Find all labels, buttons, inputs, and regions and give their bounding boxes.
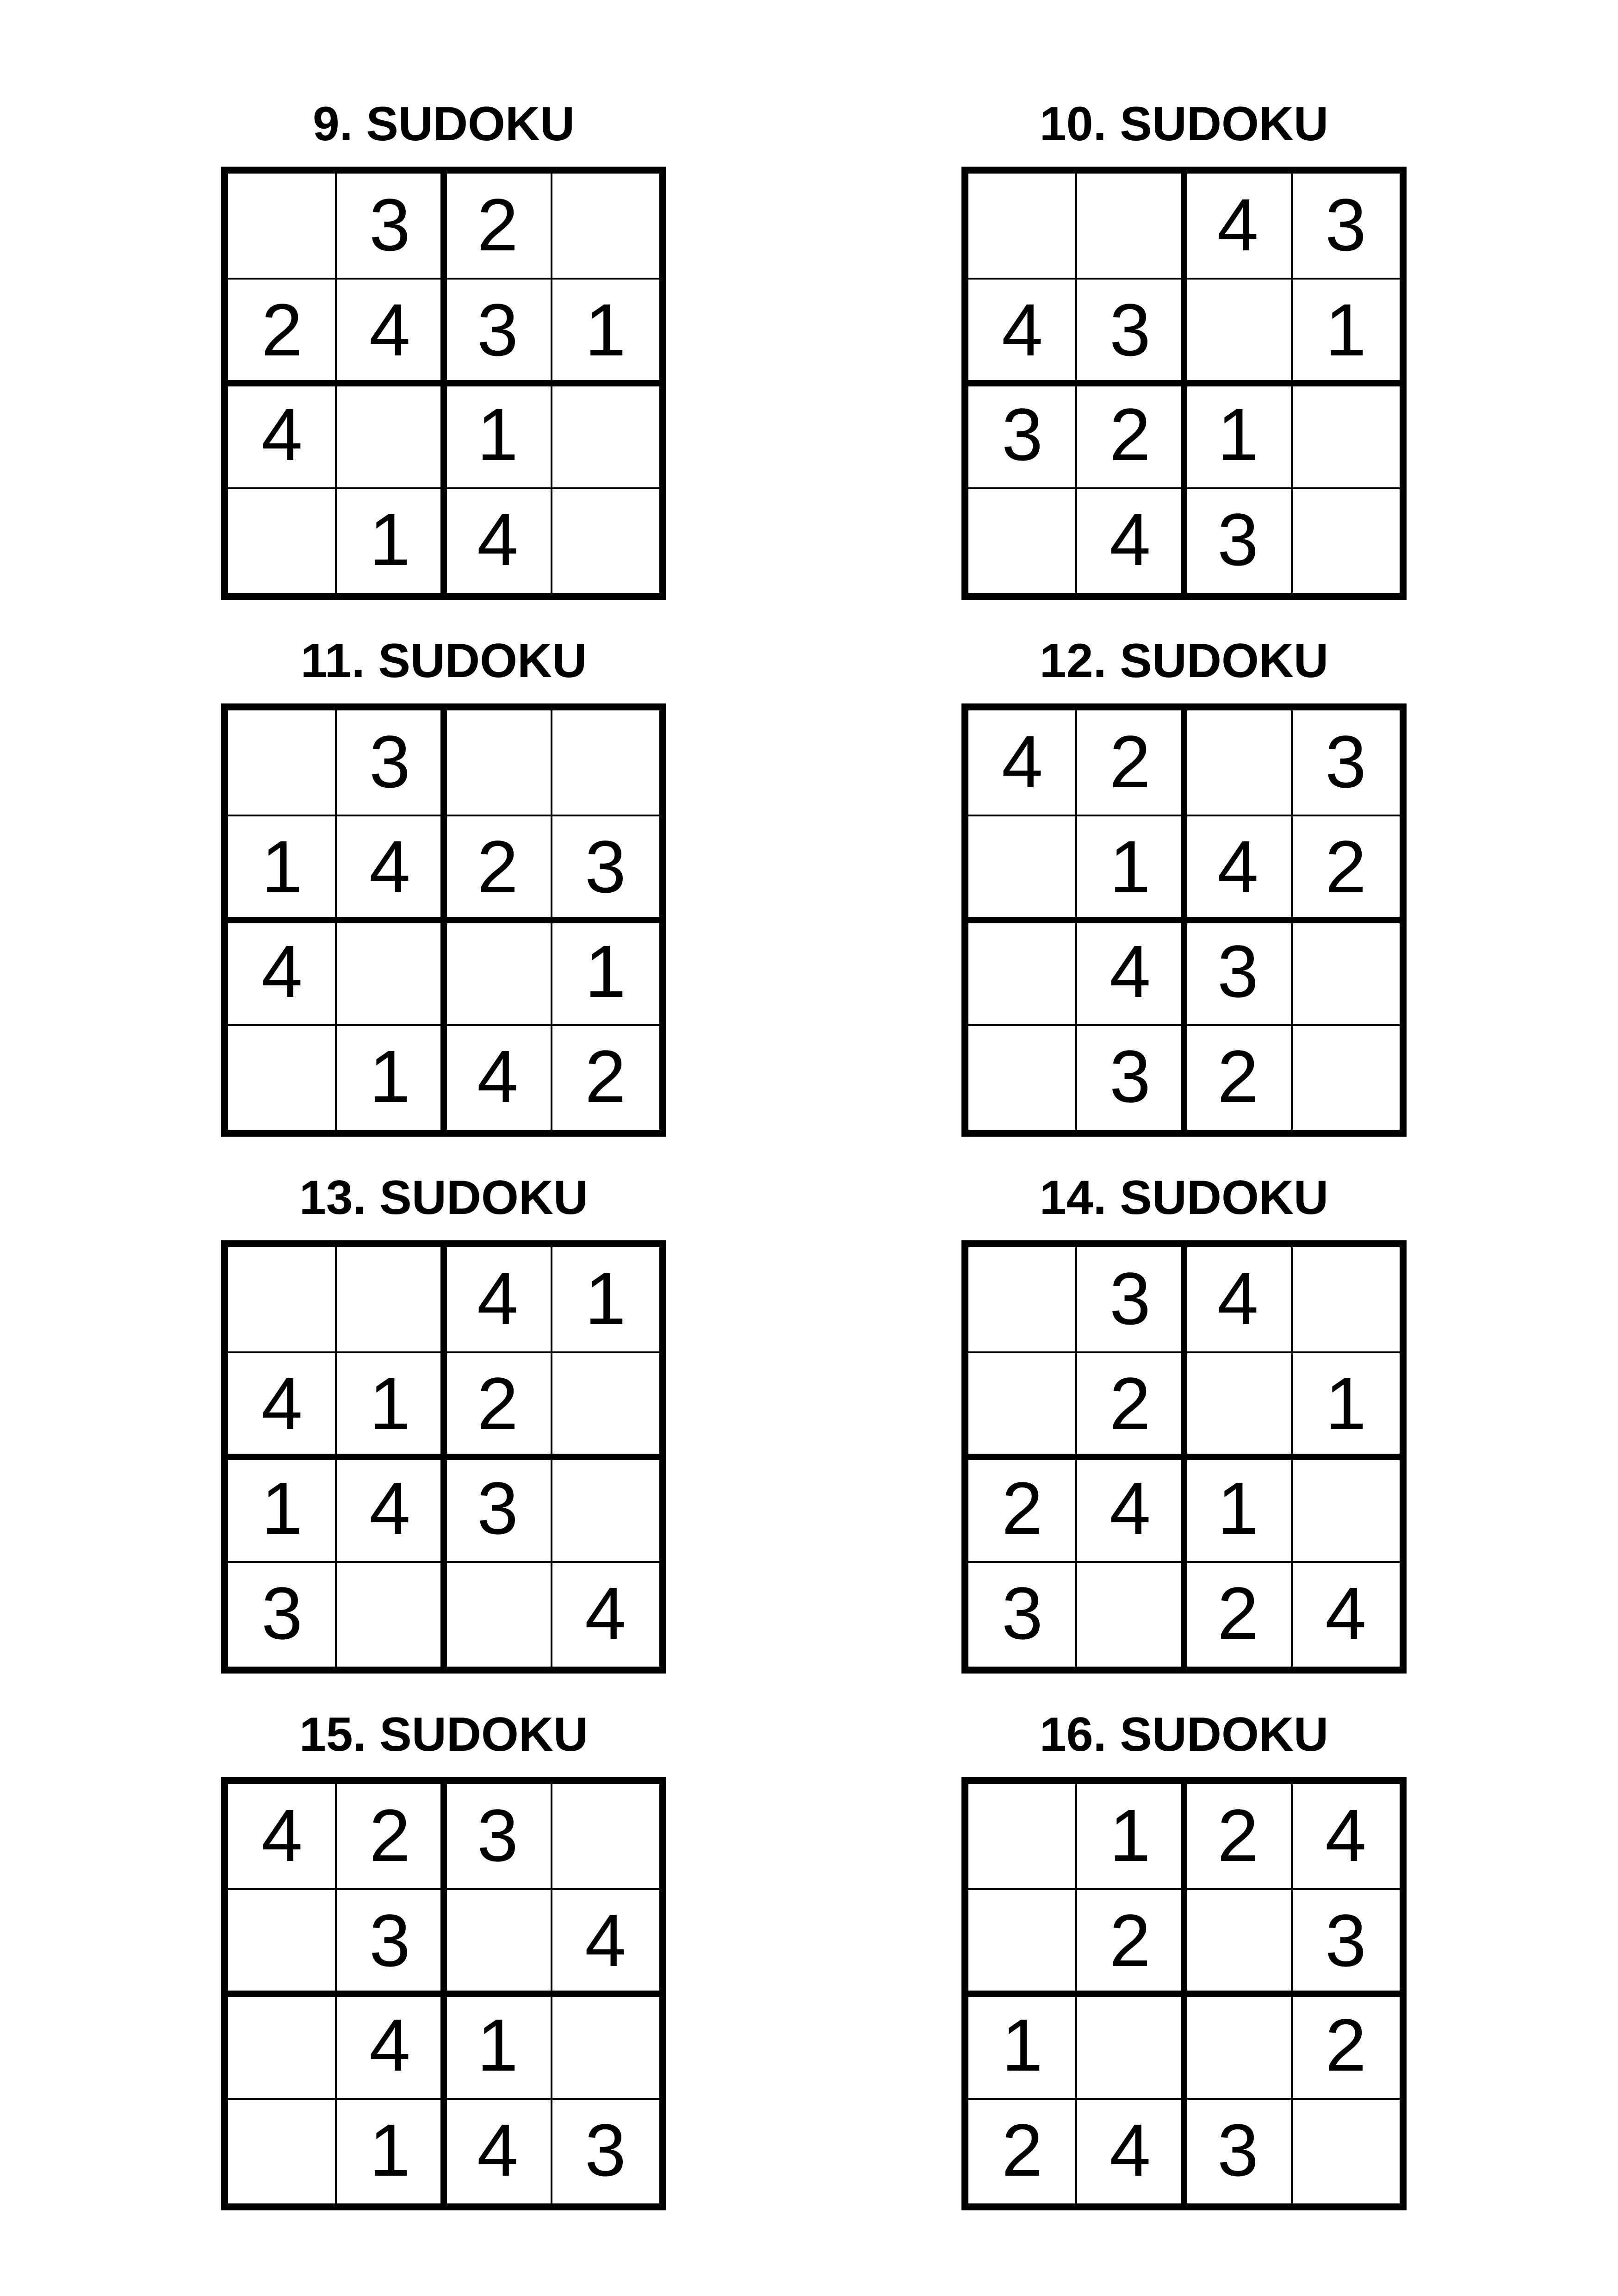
sudoku-cell[interactable] [968, 815, 1076, 921]
sudoku-cell[interactable] [968, 1784, 1076, 1889]
sudoku-cell[interactable] [968, 920, 1076, 1025]
puzzle-title: 14. SUDOKU [1039, 1171, 1329, 1225]
puzzle-title: 11. SUDOKU [300, 634, 587, 688]
sudoku-cell[interactable] [228, 1025, 336, 1130]
sudoku-cell[interactable]: 2 [477, 825, 518, 908]
sudoku-cell[interactable] [336, 383, 444, 488]
sudoku-cell[interactable]: 4 [261, 930, 303, 1013]
sudoku-cell[interactable]: 4 [1002, 720, 1043, 803]
sudoku-grid [221, 1777, 666, 2210]
sudoku-grid [221, 703, 666, 1137]
sudoku-cell[interactable] [228, 710, 336, 815]
sudoku-cell[interactable]: 2 [1325, 825, 1366, 908]
sudoku-cell[interactable] [1292, 920, 1400, 1025]
sudoku-cell[interactable]: 4 [369, 1467, 410, 1550]
puzzle-title: 10. SUDOKU [1039, 97, 1329, 151]
sudoku-cell[interactable]: 3 [477, 288, 518, 371]
sudoku-cell[interactable]: 4 [1110, 2108, 1151, 2191]
sudoku-cell[interactable]: 3 [1325, 1898, 1366, 1982]
sudoku-cell[interactable]: 2 [369, 1794, 410, 1877]
sudoku-cell[interactable]: 1 [477, 393, 518, 476]
sudoku-grid [961, 1240, 1407, 1674]
sudoku-cell[interactable]: 3 [1002, 1571, 1043, 1655]
sudoku-cell[interactable]: 4 [1325, 1794, 1366, 1877]
sudoku-cell[interactable]: 4 [369, 2004, 410, 2087]
sudoku-cell[interactable]: 1 [369, 498, 410, 581]
sudoku-cell[interactable]: 1 [369, 2108, 410, 2191]
sudoku-cell[interactable]: 4 [1217, 183, 1258, 267]
sudoku-cell[interactable]: 4 [369, 288, 410, 371]
sudoku-grid [961, 1777, 1407, 2210]
sudoku-cell[interactable] [228, 488, 336, 593]
sudoku-cell[interactable]: 1 [1325, 1362, 1366, 1445]
sudoku-cell[interactable]: 4 [1110, 930, 1151, 1013]
sudoku-cell[interactable] [444, 1889, 552, 1994]
sudoku-cell[interactable] [336, 1247, 444, 1352]
sudoku-cell[interactable]: 4 [477, 498, 518, 581]
sudoku-cell[interactable]: 3 [1217, 2108, 1258, 2191]
sudoku-cell[interactable] [552, 174, 659, 279]
sudoku-cell[interactable]: 3 [1110, 288, 1151, 371]
sudoku-cell[interactable] [1292, 1025, 1400, 1130]
sudoku-cell[interactable] [444, 710, 552, 815]
sudoku-cell[interactable] [1184, 710, 1292, 815]
sudoku-cell[interactable] [1076, 1562, 1184, 1667]
sudoku-cell[interactable] [336, 920, 444, 1025]
sudoku-cell[interactable]: 4 [261, 1794, 303, 1877]
sudoku-cell[interactable]: 2 [1002, 2108, 1043, 2191]
sudoku-cell[interactable] [1184, 1994, 1292, 2099]
sudoku-cell[interactable]: 2 [1217, 1794, 1258, 1877]
sudoku-cell[interactable] [1292, 1457, 1400, 1562]
sudoku-cell[interactable] [968, 1025, 1076, 1130]
sudoku-cell[interactable]: 4 [1110, 498, 1151, 581]
sudoku-cell[interactable]: 3 [1217, 930, 1258, 1013]
sudoku-cell[interactable]: 3 [369, 183, 410, 267]
sudoku-cell[interactable]: 1 [585, 1257, 626, 1340]
sudoku-cell[interactable]: 2 [1110, 1898, 1151, 1982]
sudoku-cell[interactable]: 1 [369, 1034, 410, 1118]
sudoku-cell[interactable]: 1 [477, 2004, 518, 2087]
sudoku-cell[interactable]: 2 [261, 288, 303, 371]
sudoku-cell[interactable] [968, 488, 1076, 593]
sudoku-cell[interactable] [228, 174, 336, 279]
sudoku-cell[interactable] [968, 1889, 1076, 1994]
sudoku-cell[interactable]: 2 [477, 183, 518, 267]
sudoku-cell[interactable] [228, 2099, 336, 2204]
sudoku-cell[interactable]: 4 [477, 1257, 518, 1340]
sudoku-cell[interactable] [1292, 383, 1400, 488]
sudoku-cell[interactable]: 1 [1002, 2004, 1043, 2087]
sudoku-grid [221, 167, 666, 600]
sudoku-cell[interactable]: 3 [1325, 183, 1366, 267]
sudoku-cell[interactable]: 3 [1325, 720, 1366, 803]
sudoku-cell[interactable]: 2 [1110, 1362, 1151, 1445]
sudoku-cell[interactable] [228, 1889, 336, 1994]
sudoku-cell[interactable]: 2 [1110, 720, 1151, 803]
sudoku-cell[interactable]: 1 [1110, 825, 1151, 908]
sudoku-cell[interactable] [968, 1247, 1076, 1352]
sudoku-cell[interactable]: 1 [585, 930, 626, 1013]
sudoku-cell[interactable]: 4 [1002, 288, 1043, 371]
sudoku-cell[interactable] [1292, 1247, 1400, 1352]
sudoku-cell[interactable]: 2 [1002, 1467, 1043, 1550]
sudoku-cell[interactable]: 1 [261, 1467, 303, 1550]
sudoku-cell[interactable]: 1 [261, 825, 303, 908]
sudoku-grid [961, 167, 1407, 600]
sudoku-cell[interactable] [1076, 1994, 1184, 2099]
sudoku-cell[interactable]: 4 [261, 393, 303, 476]
sudoku-cell[interactable] [552, 710, 659, 815]
sudoku-cell[interactable]: 4 [1110, 1467, 1151, 1550]
sudoku-cell[interactable]: 1 [1217, 393, 1258, 476]
puzzle-title: 9. SUDOKU [312, 97, 575, 151]
sudoku-cell[interactable] [444, 1562, 552, 1667]
sudoku-cell[interactable] [1292, 2099, 1400, 2204]
sudoku-cell[interactable]: 4 [369, 825, 410, 908]
sudoku-cell[interactable] [552, 1457, 659, 1562]
sudoku-cell[interactable] [1184, 1889, 1292, 1994]
sudoku-cell[interactable]: 4 [1217, 1257, 1258, 1340]
sudoku-cell[interactable]: 1 [1110, 1794, 1151, 1877]
puzzle-title: 15. SUDOKU [299, 1708, 589, 1761]
puzzle-title: 13. SUDOKU [299, 1171, 589, 1225]
sudoku-cell[interactable]: 2 [477, 1362, 518, 1445]
puzzle-title: 16. SUDOKU [1039, 1708, 1329, 1761]
sudoku-cell[interactable]: 4 [585, 1571, 626, 1655]
sudoku-cell[interactable] [1076, 174, 1184, 279]
sudoku-grid [221, 1240, 666, 1674]
sudoku-cell[interactable]: 4 [261, 1362, 303, 1445]
sudoku-cell[interactable] [336, 1562, 444, 1667]
sudoku-cell[interactable] [552, 383, 659, 488]
sudoku-cell[interactable]: 4 [585, 1898, 626, 1982]
sudoku-grid [961, 703, 1407, 1137]
sudoku-cell[interactable]: 3 [585, 825, 626, 908]
sudoku-cell[interactable]: 1 [1217, 1467, 1258, 1550]
sudoku-cell[interactable]: 3 [1110, 1034, 1151, 1118]
sudoku-cell[interactable]: 3 [1002, 393, 1043, 476]
sudoku-cell[interactable]: 3 [369, 1898, 410, 1982]
sudoku-cell[interactable] [968, 174, 1076, 279]
sudoku-cell[interactable]: 3 [477, 1467, 518, 1550]
sudoku-cell[interactable] [552, 1994, 659, 2099]
sudoku-cell[interactable]: 2 [585, 1034, 626, 1118]
sudoku-cell[interactable]: 1 [585, 288, 626, 371]
sudoku-cell[interactable]: 3 [585, 2108, 626, 2191]
sudoku-cell[interactable] [1184, 279, 1292, 384]
sudoku-cell[interactable] [968, 1352, 1076, 1457]
sudoku-cell[interactable]: 2 [1217, 1571, 1258, 1655]
sudoku-cell[interactable]: 1 [369, 1362, 410, 1445]
sudoku-cell[interactable] [228, 1247, 336, 1352]
sudoku-cell[interactable]: 2 [1217, 1034, 1258, 1118]
sudoku-cell[interactable]: 4 [477, 2108, 518, 2191]
puzzle-title: 12. SUDOKU [1039, 634, 1329, 688]
sudoku-cell[interactable]: 3 [1217, 498, 1258, 581]
sudoku-cell[interactable]: 4 [1217, 825, 1258, 908]
sudoku-cell[interactable]: 4 [477, 1034, 518, 1118]
sudoku-cell[interactable]: 4 [1325, 1571, 1366, 1655]
sudoku-cell[interactable] [1292, 488, 1400, 593]
sudoku-cell[interactable]: 1 [1325, 288, 1366, 371]
sudoku-cell[interactable] [1184, 1352, 1292, 1457]
sudoku-cell[interactable] [444, 920, 552, 1025]
sudoku-cell[interactable] [228, 1994, 336, 2099]
sudoku-cell[interactable]: 3 [369, 720, 410, 803]
sudoku-cell[interactable]: 3 [261, 1571, 303, 1655]
sudoku-cell[interactable] [552, 1352, 659, 1457]
sudoku-cell[interactable] [552, 1784, 659, 1889]
sudoku-cell[interactable]: 3 [1110, 1257, 1151, 1340]
sudoku-cell[interactable] [552, 488, 659, 593]
sudoku-cell[interactable]: 3 [477, 1794, 518, 1877]
sudoku-cell[interactable]: 2 [1325, 2004, 1366, 2087]
sudoku-cell[interactable]: 2 [1110, 393, 1151, 476]
